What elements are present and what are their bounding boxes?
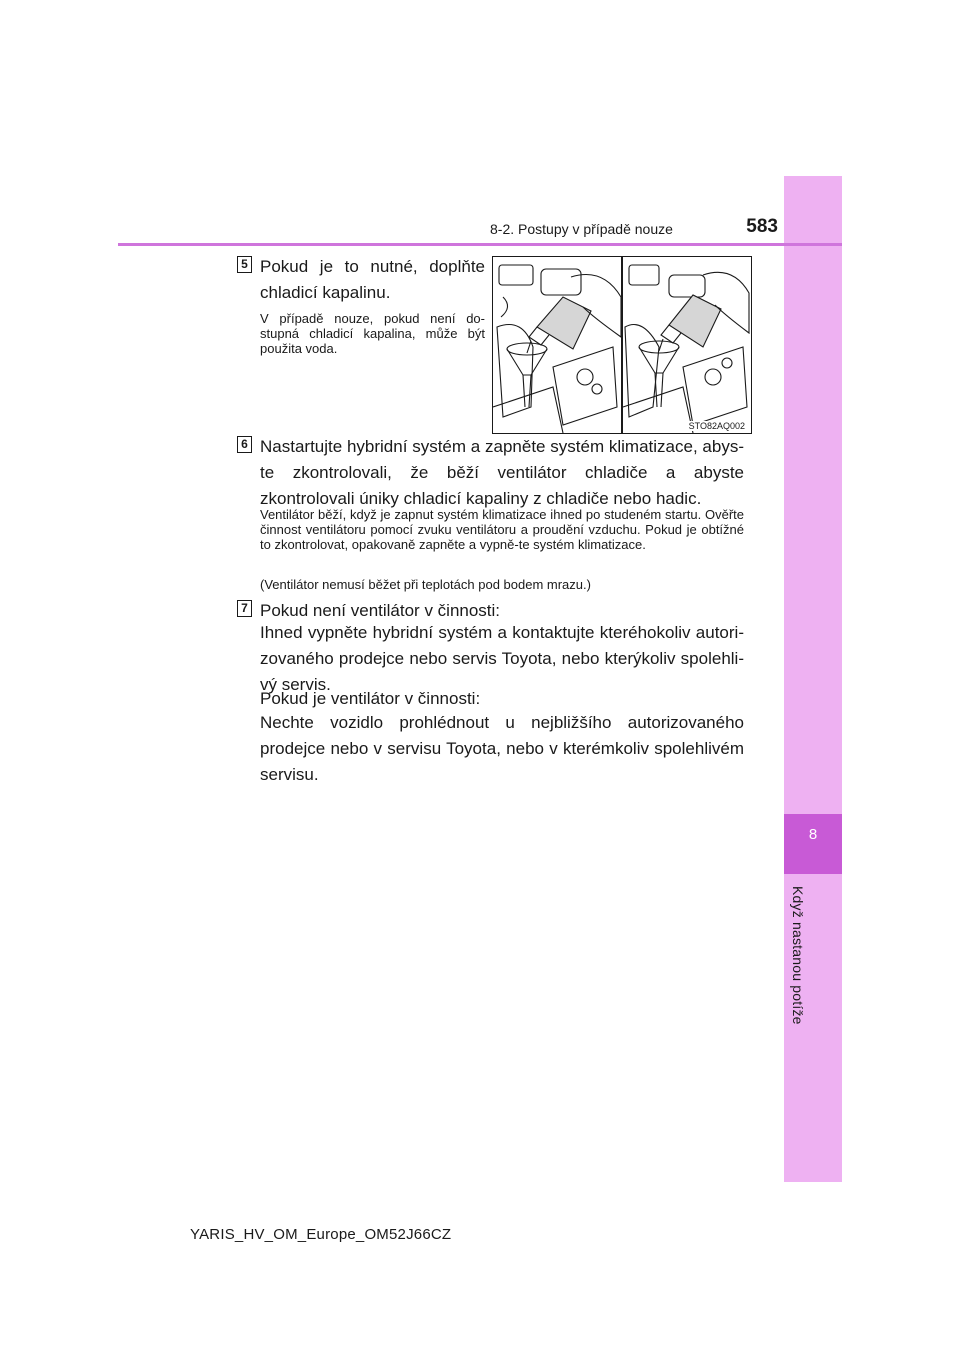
engine-bay-drawing [493,257,751,433]
step-number-6: 6 [237,436,252,453]
step-6-note: Ventilátor běží, když je zapnut systém klimatizace ihned po studeném startu. Ověřte činnost ventilátoru pomocí zvuku ventilátoru a proudění vzduchu. Pokud je obtížné to zkontrolovat, opakovaně zapněte a vypně-te systém klimatizace. [260,507,744,552]
coolant-refill-illustration [492,256,752,434]
step-7-condition-1: Pokud není ventilátor v činnosti: [260,601,501,620]
header-divider [118,243,842,246]
step-number-5: 5 [237,256,252,273]
page-number: 583 [746,216,778,237]
step-7-action-1: Ihned vypněte hybridní systém a kontaktujte kteréhokoliv autori-zovaného prodejce nebo servis Toyota, nebo kterýkoliv spolehli-vý servis. [260,623,744,694]
step-6-text: Nastartujte hybridní systém a zapněte systém klimatizace, abys-te zkontrolovali, že běží ventilátor chladiče a abyste zkontrolovali úniky chladicí kapaliny z chladiče nebo hadic. [260,437,744,508]
step-5-note: V případě nouze, pokud není do-stupná chladicí kapalina, může být použita voda. [260,311,485,356]
step-7-condition-2: Pokud je ventilátor v činnosti: [260,689,481,708]
chapter-title: Když nastanou potíže [790,886,806,1025]
step-6-note-2: (Ventilátor nemusí běžet při teplotách pod bodem mrazu.) [260,577,591,592]
step-7-action-2: Nechte vozidlo prohlédnout u nejbližšího autorizovaného prodejce nebo v servisu Toyota, nebo v kterémkoliv spolehlivém servisu. [260,713,744,784]
step-number-7: 7 [237,600,252,617]
chapter-number: 8 [808,826,818,843]
section-title: 8-2. Postupy v případě nouze [490,221,673,237]
step-5-text: Pokud je to nutné, doplňte chladicí kapalinu. [260,257,485,302]
figure-code: STO82AQ002 [688,421,745,431]
document-code: YARIS_HV_OM_Europe_OM52J66CZ [190,1226,452,1243]
chapter-tab-active-marker [784,814,842,874]
